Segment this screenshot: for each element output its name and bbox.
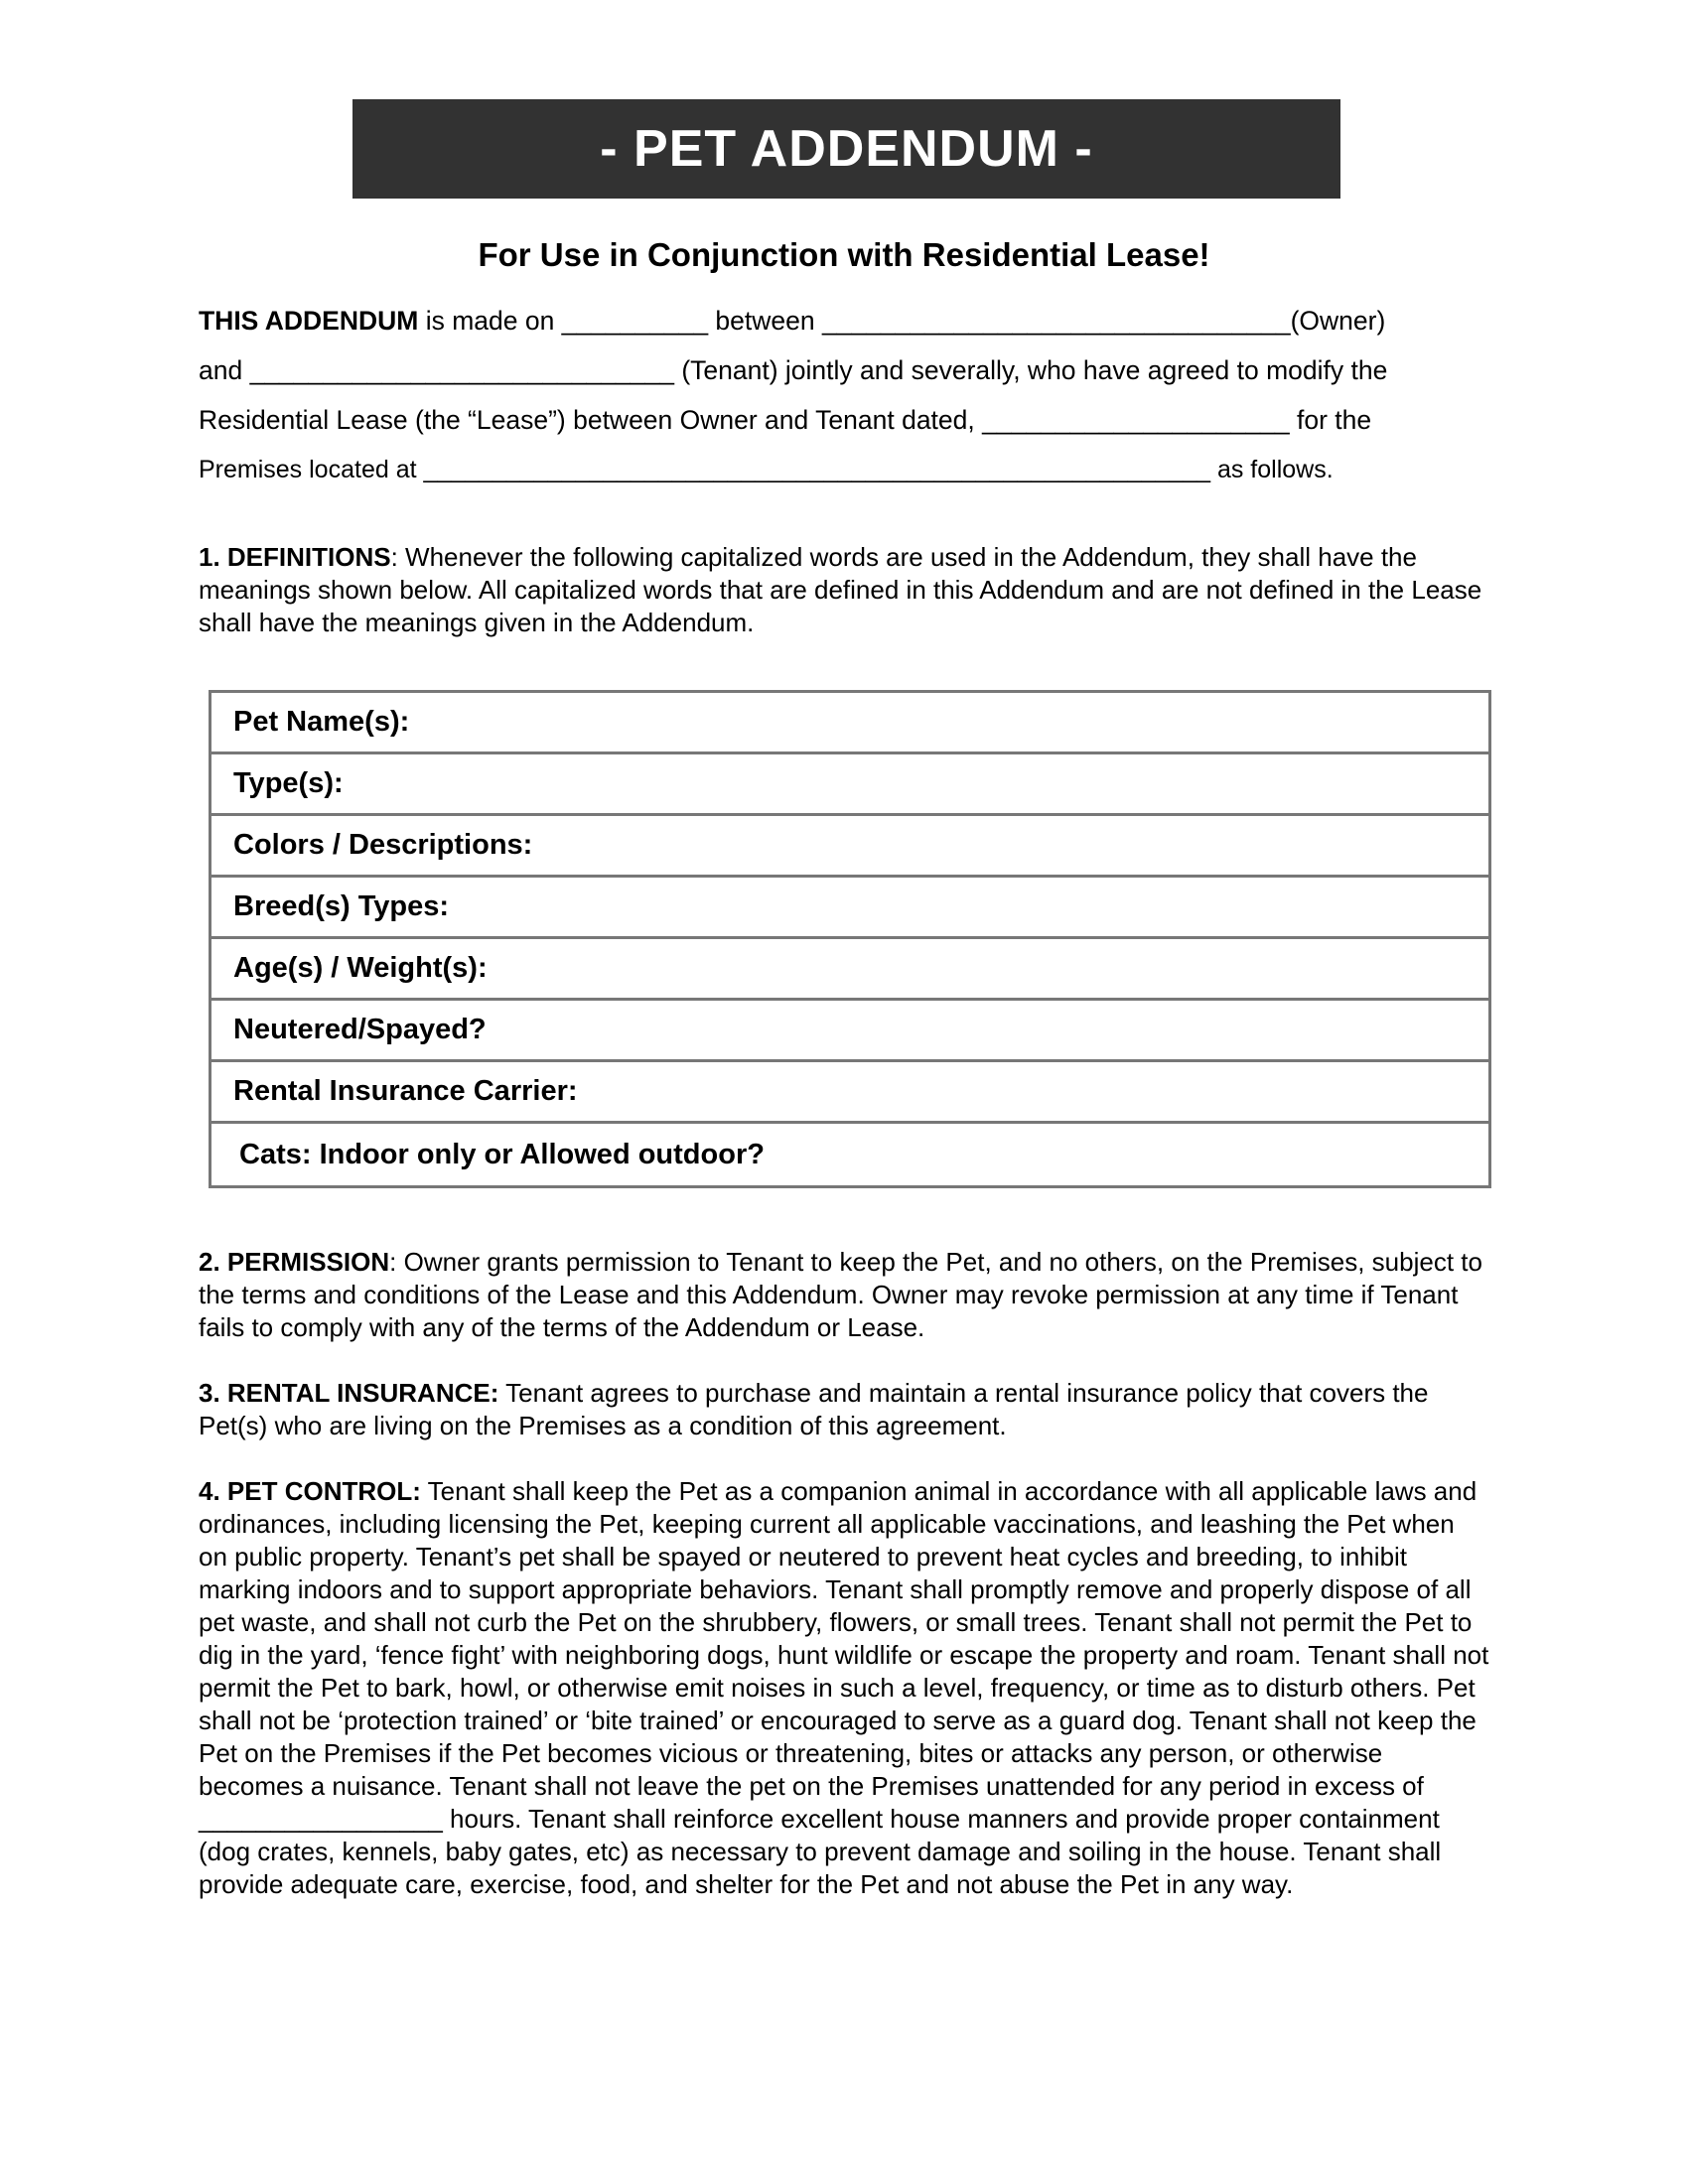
- rental-insurance-text: Tenant agrees to purchase and maintain a rental insurance policy that covers the Pet(s) who are living on the Premises as a condition of this agreement.: [199, 1378, 1429, 1440]
- pet-info-table: [209, 690, 1491, 1188]
- intro-line-1: [199, 306, 1489, 337]
- pet-row-age-weight: Age(s) / Weight(s):: [211, 939, 1488, 1001]
- pet-control-section: [199, 1475, 1489, 1901]
- permission-text: : Owner grants permission to Tenant to keep the Pet, and no others, on the Premises, subject to the terms and conditions of the Lease and this Addendum. Owner may revoke permission at any time if Tenant fails to comply with any of the terms of the Addendum or Lease.: [199, 1247, 1482, 1342]
- pet-row-insurance: Rental Insurance Carrier:: [211, 1062, 1488, 1124]
- intro-lead: THIS ADDENDUM: [199, 306, 419, 336]
- rental-insurance-heading: 3. RENTAL INSURANCE:: [199, 1378, 499, 1408]
- pet-row-name: Pet Name(s):: [211, 693, 1488, 754]
- definitions-text: : Whenever the following capitalized words are used in the Addendum, they shall have the meanings shown below. All capitalized words that are defined in this Addendum and are not defined in the Lease shall have the meanings given in the Addendum.: [199, 542, 1482, 637]
- pet-row-neutered: Neutered/Spayed?: [211, 1001, 1488, 1062]
- permission-heading: 2. PERMISSION: [199, 1247, 390, 1277]
- intro-line-2: and _____________________________ (Tenant) jointly and severally, who have agreed to modify the: [199, 355, 1388, 385]
- pet-control-heading: 4. PET CONTROL:: [199, 1476, 421, 1506]
- rental-insurance-section: [199, 1377, 1489, 1442]
- definitions-section: [199, 541, 1489, 639]
- pet-row-type: Type(s):: [211, 754, 1488, 816]
- permission-section: [199, 1246, 1489, 1344]
- pet-control-text: Tenant shall keep the Pet as a companion animal in accordance with all applicable laws and ordinances, including licensing the Pet, keeping current all applicable vaccinations, and leashing the Pet when on public property. Tenant’s pet shall be spayed or neutered to prevent heat cycles and breeding, to inhibit marking indoors and to support appropriate behaviors. Tenant shall promptly remove and properly dispose of all pet waste, and shall not curb the Pet on the shrubbery, flowers, or small trees. Tenant shall not permit the Pet to dig in the yard, ‘fence fight’ with neighboring dogs, hunt wildlife or escape the property and roam. Tenant shall not permit the Pet to bark, howl, or otherwise emit noises in such a level, frequency, or time as to disturb others. Pet shall not be ‘protection trained’ or ‘bite trained’ or encouraged to serve as a guard dog. Tenant shall not keep the Pet on the Premises if the Pet becomes vicious or threatening, bites or attacks any person, or otherwise becomes a nuisance. Tenant shall not leave the pet on the Premises unattended for any period in excess of _________________ hours. Tenant shall reinforce excellent house manners and provide proper containment (dog crates, kennels, baby gates, etc) as necessary to prevent damage and soiling in the house. Tenant shall provide adequate care, exercise, food, and shelter for the Pet and not abuse the Pet in any way.: [199, 1476, 1489, 1899]
- intro-line-3: Residential Lease (the “Lease”) between Owner and Tenant dated, _____________________ for the: [199, 405, 1372, 435]
- intro-line-4: Premises located at _________________________________________________________ as follows.: [199, 456, 1334, 483]
- definitions-heading: 1. DEFINITIONS: [199, 542, 391, 572]
- pet-row-cats: Cats: Indoor only or Allowed outdoor?: [239, 1138, 765, 1170]
- intro-line-1-text: is made on __________ between ________________________________(Owner): [418, 306, 1386, 336]
- pet-row-breed: Breed(s) Types:: [211, 878, 1488, 939]
- pet-row-colors: Colors / Descriptions:: [211, 816, 1488, 878]
- document-subtitle: For Use in Conjunction with Residential Lease!: [478, 236, 1210, 273]
- document-title: - PET ADDENDUM -: [352, 99, 1340, 199]
